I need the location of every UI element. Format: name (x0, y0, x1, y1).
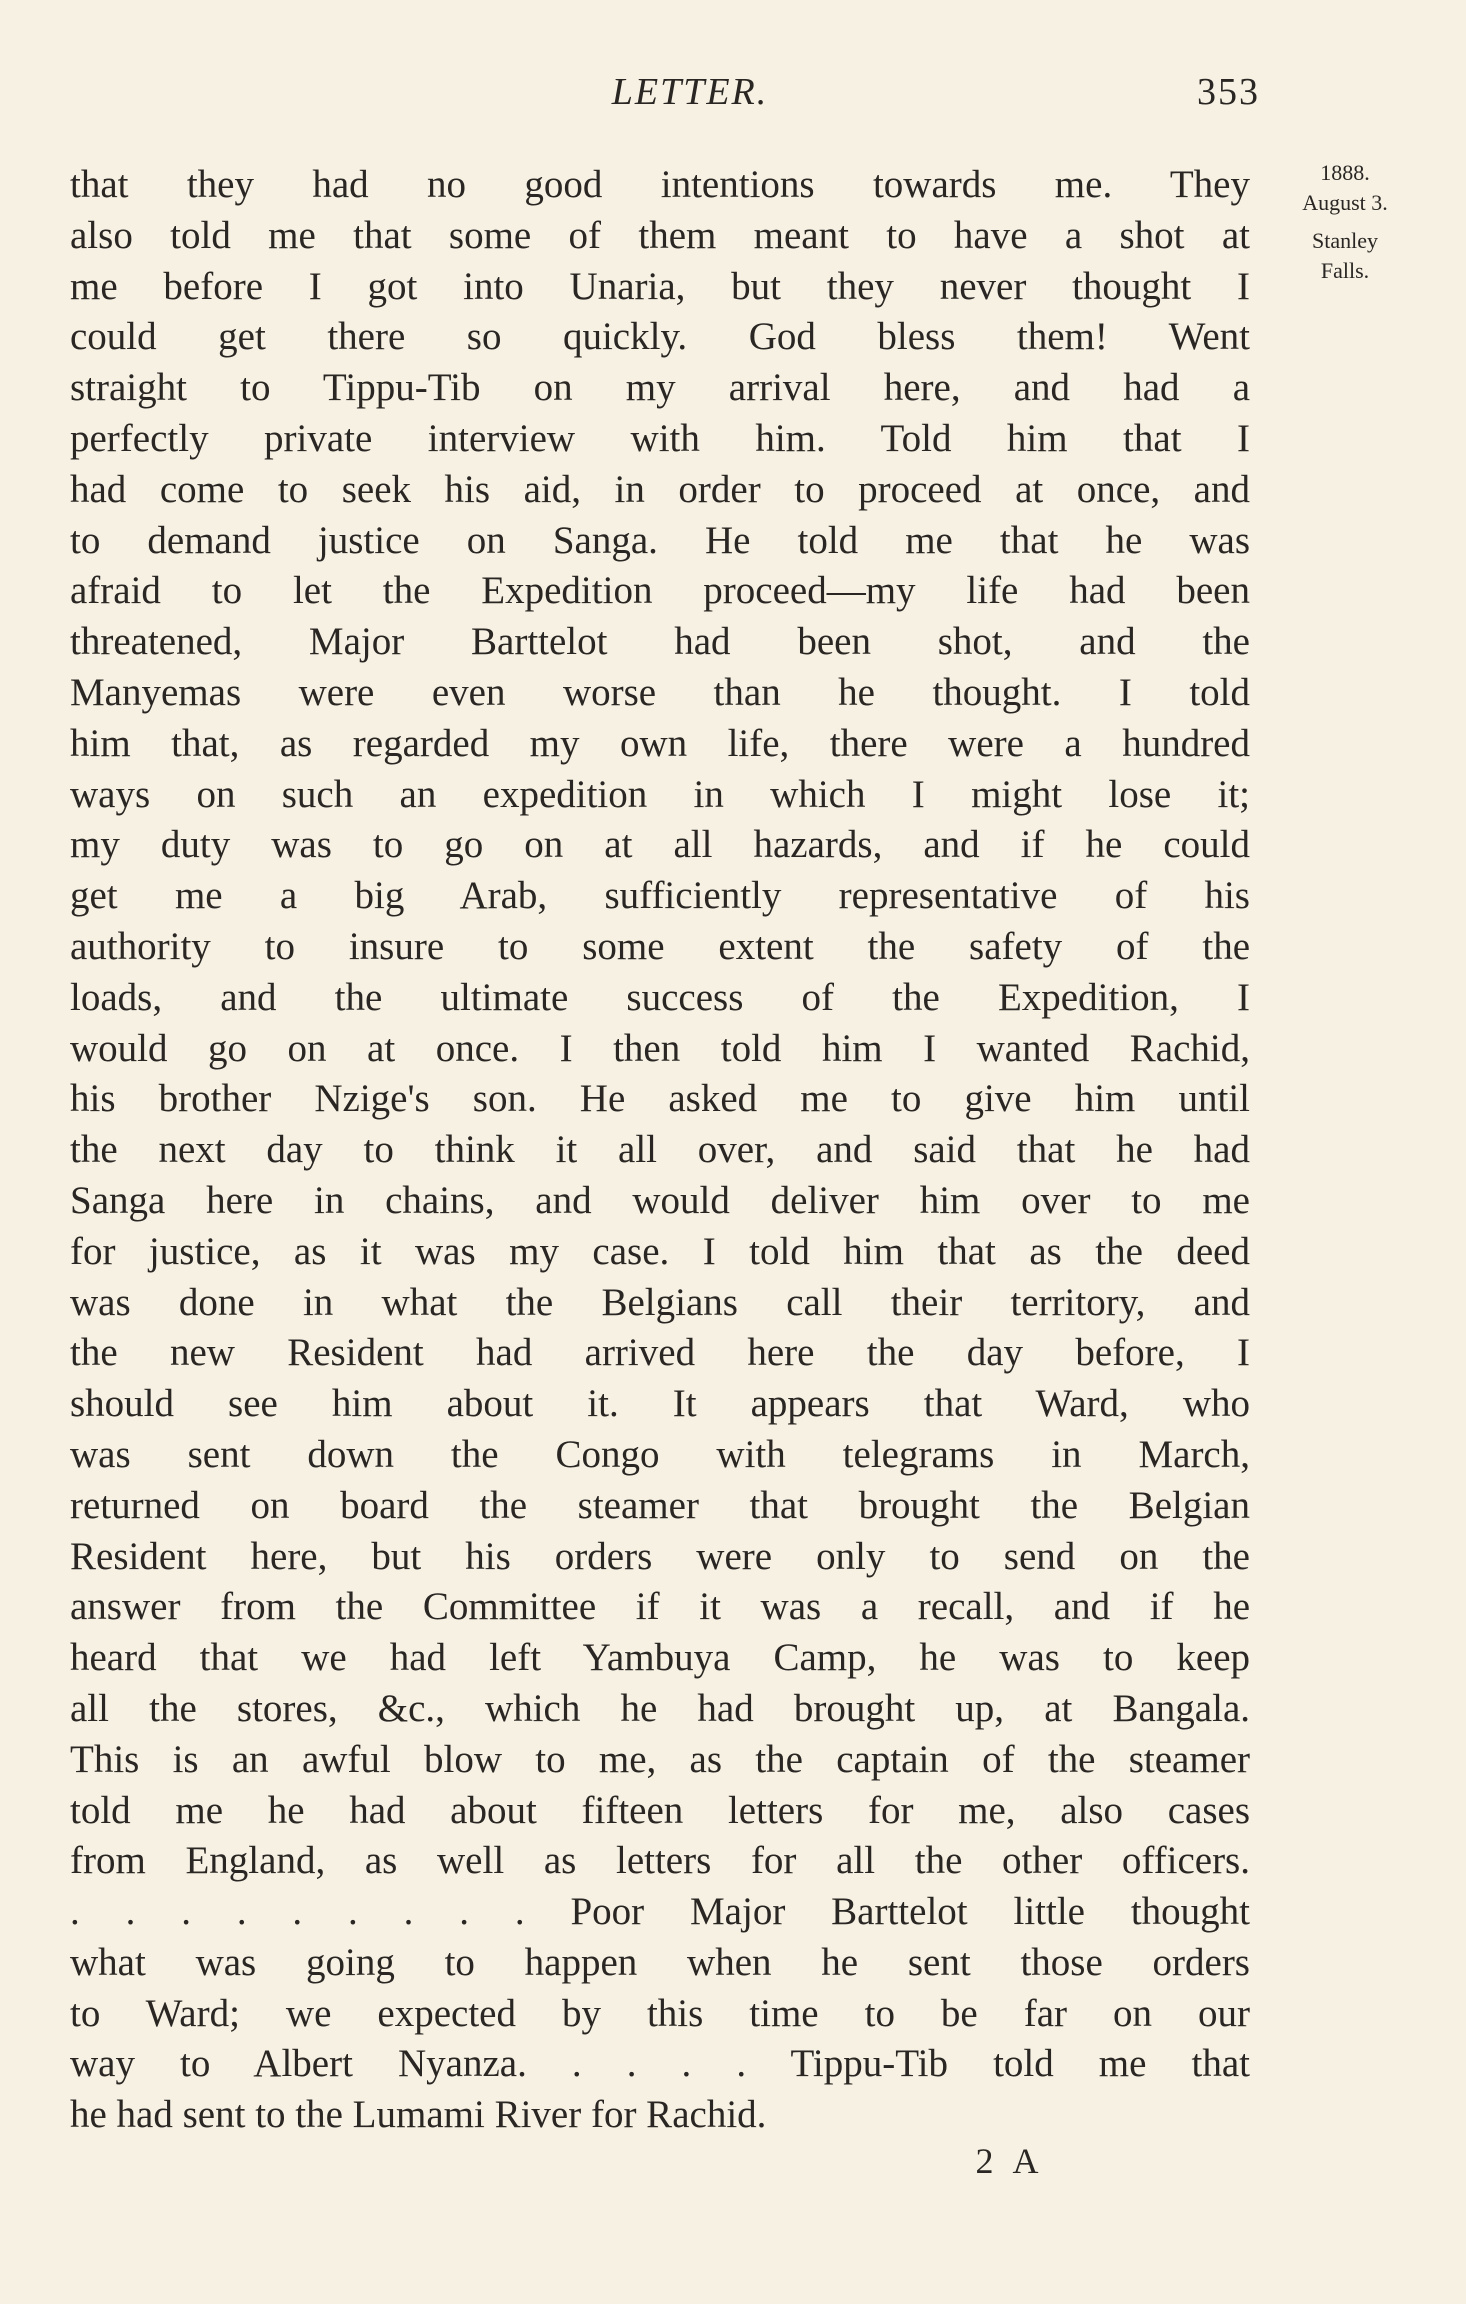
text-line: had come to seek his aid, in order to proceed at once, and (70, 467, 1250, 511)
text-line: loads, and the ultimate success of the Expedition, I (70, 975, 1250, 1019)
text-line: him that, as regarded my own life, there were a hundred (70, 721, 1250, 765)
text-line: could get there so quickly. God bless them! Went (70, 315, 1250, 359)
text-line: the new Resident had arrived here the day before, I (70, 1331, 1250, 1375)
text-line: that they had no good intentions towards me. They (70, 163, 1250, 206)
text-line: way to Albert Nyanza. . . . . Tippu-Tib told me that (70, 2042, 1250, 2086)
text-line: my duty was to go on at all hazards, and if he could (70, 823, 1250, 867)
text-line: me before I got into Unaria, but they never thought I (70, 264, 1250, 308)
signature-mark: 2 A (975, 2141, 1045, 2181)
text-line: afraid to let the Expedition proceed—my life had been (70, 569, 1250, 613)
text-line: threatened, Major Barttelot had been shot, and the (70, 620, 1250, 664)
text-line: heard that we had left Yambuya Camp, he was to keep (70, 1636, 1250, 1680)
margin-note-date: August 3. (1302, 190, 1388, 215)
text-line: Sanga here in chains, and would deliver him over to me (70, 1178, 1250, 1222)
text-line: answer from the Committee if it was a recall, and if he (70, 1585, 1250, 1629)
text-line: . . . . . . . . . Poor Major Barttelot little thought (70, 1890, 1250, 1934)
text-line: Resident here, but his orders were only to send on the (70, 1534, 1250, 1578)
text-line: the next day to think it all over, and said that he had (70, 1128, 1250, 1172)
text-line: also told me that some of them meant to have a shot at (70, 213, 1250, 257)
text-line: returned on board the steamer that brought the Belgian (70, 1483, 1250, 1527)
margin-note-place-line1: Stanley (1312, 228, 1378, 253)
text-line: authority to insure to some extent the safety of the (70, 924, 1250, 968)
text-line: should see him about it. It appears that Ward, who (70, 1382, 1250, 1426)
body-text (70, 160, 1250, 2141)
text-line: was sent down the Congo with telegrams in March, (70, 1432, 1250, 1476)
running-title: LETTER. (611, 71, 769, 113)
page-number: 353 (1197, 71, 1260, 113)
text-line: to Ward; we expected by this time to be far on our (70, 1991, 1250, 2035)
margin-note-place-line2: Falls. (1320, 258, 1370, 283)
text-line: straight to Tippu-Tib on my arrival here, and had a (70, 366, 1250, 410)
text-line: get me a big Arab, sufficiently representative of his (70, 874, 1250, 918)
text-line: This is an awful blow to me, as the captain of the steamer (70, 1737, 1250, 1781)
text-line: what was going to happen when he sent those orders (70, 1940, 1250, 1984)
text-line: was done in what the Belgians call their territory, and (70, 1280, 1250, 1324)
text-line: to demand justice on Sanga. He told me that he was (70, 518, 1250, 562)
text-line: he had sent to the Lumami River for Rachid. (70, 2093, 767, 2137)
text-line: told me he had about fifteen letters for me, also cases (70, 1788, 1250, 1832)
margin-note-year: 1888. (1320, 160, 1370, 185)
text-line: would go on at once. I then told him I wanted Rachid, (70, 1026, 1250, 1070)
text-line: Manyemas were even worse than he thought. I told (70, 670, 1250, 714)
text-line: his brother Nzige's son. He asked me to give him until (70, 1077, 1250, 1121)
text-line: perfectly private interview with him. Told him that I (70, 416, 1250, 460)
text-line: from England, as well as letters for all the other officers. (70, 1839, 1250, 1883)
text-line: for justice, as it was my case. I told him that as the deed (70, 1229, 1250, 1273)
text-line: ways on such an expedition in which I might lose it; (70, 772, 1250, 816)
text-line: all the stores, &c., which he had brought up, at Bangala. (70, 1686, 1250, 1730)
margin-note (1270, 158, 1420, 286)
